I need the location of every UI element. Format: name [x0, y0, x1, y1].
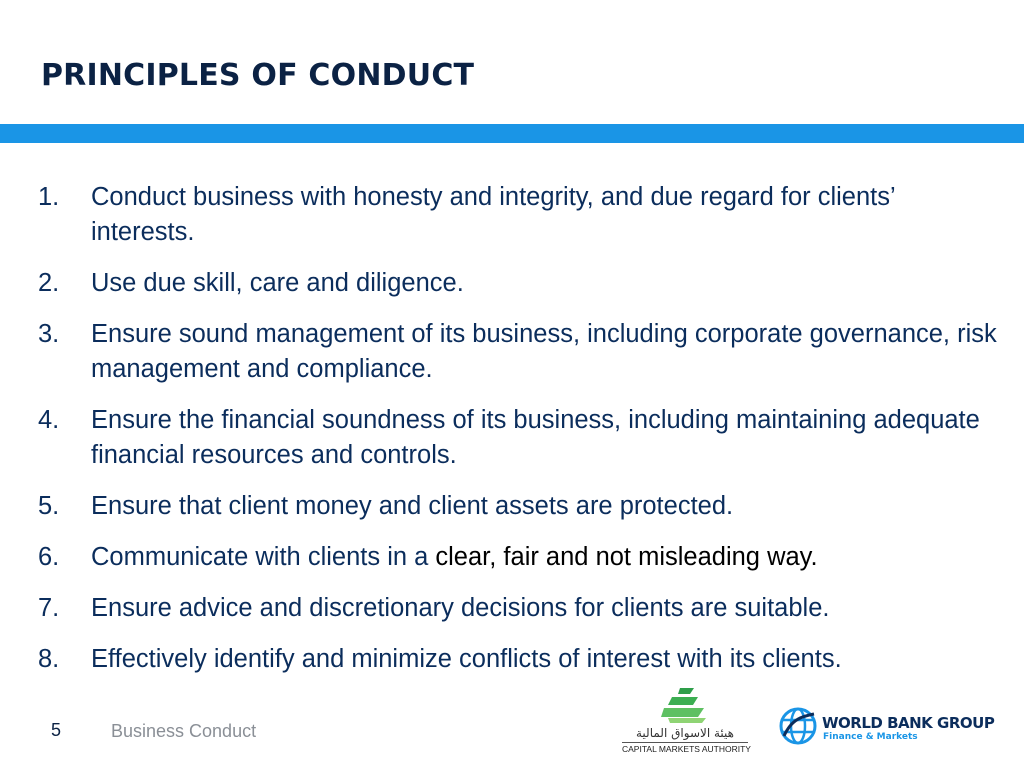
- principle-number: 8.: [38, 645, 60, 673]
- principle-text: Ensure that client money and client assets are protected.: [91, 492, 734, 520]
- principle-text: Ensure the financial soundness of its business, including maintaining adequate financial resources and controls.: [91, 406, 980, 469]
- capital-markets-authority-logo: [622, 686, 751, 756]
- principle-item-6: [38, 540, 998, 575]
- principle-text: [91, 540, 998, 575]
- slide-title: PRINCIPLES OF CONDUCT: [41, 58, 475, 93]
- principle-number: 7.: [38, 594, 60, 622]
- footer-label: Business Conduct: [111, 721, 257, 741]
- principle-item-2: [38, 266, 998, 301]
- principle-number: 4.: [38, 406, 60, 434]
- principle-text: Ensure sound management of its business, including corporate governance, risk management and compliance.: [91, 320, 997, 383]
- principle-text: Effectively identify and minimize conflicts of interest with its clients.: [91, 645, 842, 673]
- principle-number: 1.: [38, 183, 60, 211]
- principle-item-5: [38, 489, 998, 524]
- cma-english-name: CAPITAL MARKETS AUTHORITY: [622, 744, 751, 754]
- cma-arabic-name: هيئة الاسواق المالية: [635, 726, 734, 740]
- principle-item-8: [38, 642, 998, 677]
- principle-item-7: [38, 591, 998, 626]
- principle-text: Conduct business with honesty and integrity, and due regard for clients’ interests.: [91, 183, 895, 246]
- principle-text-start: Communicate with clients in a: [91, 543, 436, 571]
- principle-text: Use due skill, care and diligence.: [91, 269, 464, 297]
- principle-item-1: [38, 180, 998, 250]
- world-bank-globe-icon: [778, 706, 818, 746]
- principle-item-4: [38, 403, 998, 473]
- world-bank-subtitle: Finance & Markets: [823, 732, 918, 742]
- title-accent-band: [0, 124, 1024, 143]
- principle-number: 3.: [38, 320, 60, 348]
- principles-list: [38, 180, 998, 693]
- slide-page-number: 5: [51, 720, 62, 740]
- principle-text-emphasis: clear, fair and not misleading way.: [435, 543, 818, 571]
- capital-markets-authority-icon: [660, 686, 710, 726]
- world-bank-group-logo: [778, 706, 995, 750]
- principle-number: 2.: [38, 269, 60, 297]
- world-bank-name: WORLD BANK GROUP: [822, 714, 995, 732]
- principle-number: 6.: [38, 543, 60, 571]
- principle-number: 5.: [38, 492, 60, 520]
- principle-text: Ensure advice and discretionary decisions for clients are suitable.: [91, 594, 830, 622]
- principle-item-3: [38, 317, 998, 387]
